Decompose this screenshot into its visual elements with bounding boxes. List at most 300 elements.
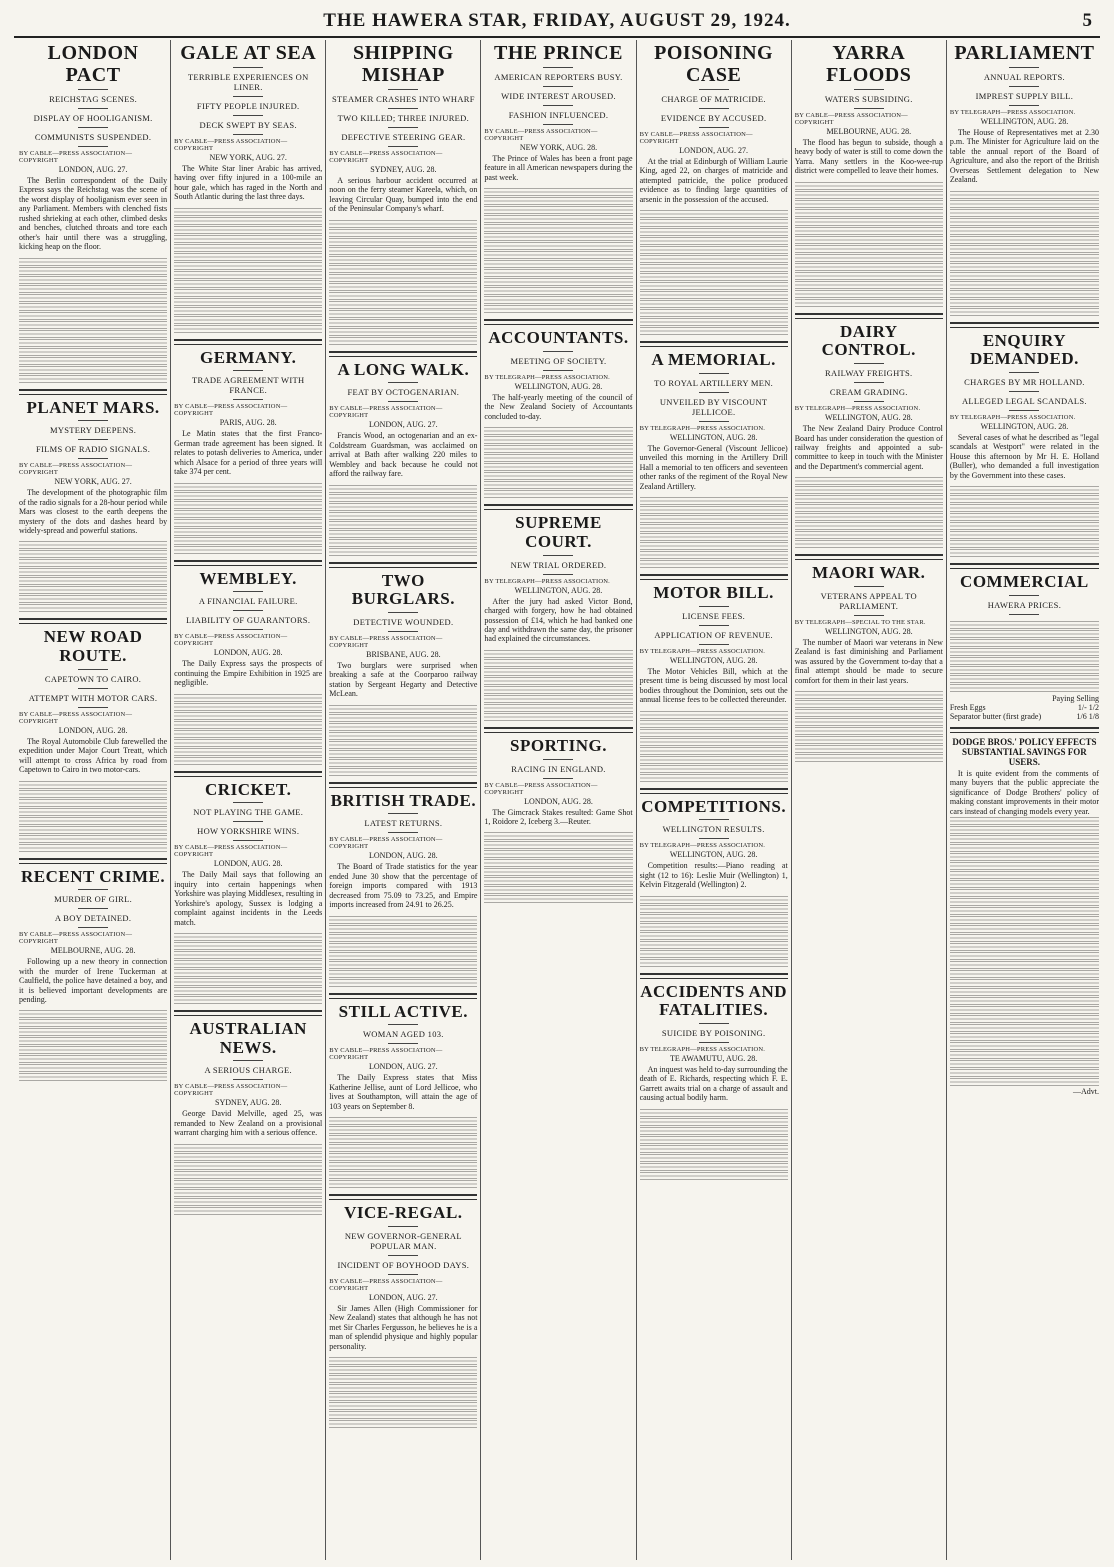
text-lines [19,321,167,329]
text-lines [795,299,943,307]
article-headline: THE PRINCE [494,42,623,64]
text-lines [19,808,167,816]
article-subhead: LIABILITY OF GUARANTORS. [186,615,311,626]
press-credit: BY CABLE—PRESS ASSOCIATION—COPYRIGHT [174,403,288,418]
text-lines [329,1411,477,1419]
text-lines [329,1357,477,1365]
article-subhead: RACING IN ENGLAND. [511,763,606,774]
article-subhead: ALLEGED LEGAL SCANDALS. [961,396,1087,406]
price-item: Separator butter (first grade) [949,711,1042,721]
divider [233,1079,263,1080]
text-lines [950,862,1099,870]
article-subhead: CHARGE OF MATRICIDE. [661,94,766,104]
text-lines [640,765,788,773]
article-subhead: EVIDENCE BY ACCUSED. [660,113,767,123]
headline-rule [484,727,632,733]
article-subhead: RAILWAY FREIGHTS. [825,368,913,379]
text-lines [329,1144,477,1152]
article-headline: A MEMORIAL. [651,350,776,370]
headline-rule [19,618,167,624]
article [174,771,322,927]
text-lines [19,550,167,558]
text-lines [950,549,1099,557]
text-lines [640,515,788,523]
text-lines [19,541,167,549]
divider [78,669,108,670]
article-subhead: A BOY DETAINED. [54,913,132,924]
headline-rule [484,319,632,325]
text-lines [484,841,632,849]
text-lines [950,639,1099,647]
article-body: The Royal Automobile Club farewelled the expedition under Major Court Treatt, which will attempt to cross Africa by road from Capetown to Cairo in two motor-cars. [19,736,168,775]
article-body: The New Zealand Dairy Produce Control Board has under consideration the question of railway freights and appointed a sub-committee to keep in touch with the Minister and the Department's commercial agent. [794,424,943,471]
article-subhead: SUICIDE BY POISONING. [661,1027,766,1038]
price-header-right: Paying Selling [1052,693,1099,703]
article-subhead: DETECTIVE WOUNDED. [353,617,454,627]
headline-rule [329,782,477,788]
divider [854,586,884,587]
divider [78,108,108,109]
text-lines [950,290,1099,298]
text-lines [950,844,1099,852]
text-lines [484,206,632,214]
text-lines [950,254,1099,262]
article [174,42,322,202]
divider [854,401,884,402]
text-lines [484,472,632,480]
text-lines [329,530,477,538]
text-lines [329,1135,477,1143]
article-headline: TWO BURGLARS. [351,570,455,609]
article-dateline: LONDON, AUG. 27. [679,146,748,155]
article-body: The Berlin correspondent of the Daily Express says the Reichstag was the scene of the worst display of hooliganism ever seen in any Parliament. Members with clenched fists rushed shrieking at each other, climbed desks and benches, clutched throats and tore each other's hair until there was a struggling, kicking heap on the floor. [19,176,168,252]
text-lines [484,868,632,876]
headline-rule [174,1010,322,1016]
article [950,42,1099,185]
headline-rule [795,313,943,319]
text-lines [329,1180,477,1188]
article-dateline: WELLINGTON, AUG. 28. [980,422,1069,431]
divider [699,819,729,820]
headline-rule [174,339,322,345]
text-lines [174,757,322,765]
text-lines [329,521,477,529]
text-lines [640,282,788,290]
text-lines [329,732,477,740]
press-credit: BY CABLE—PRESS ASSOCIATION—COPYRIGHT [329,1277,443,1292]
column-3 [326,40,481,1560]
text-lines [640,1145,788,1153]
article-dateline: NEW YORK, AUG. 27. [54,477,132,487]
text-lines [174,226,322,234]
text-lines [640,542,788,550]
article [329,1194,477,1351]
text-lines [484,886,632,894]
text-lines [19,1010,167,1018]
text-lines [19,586,167,594]
article [484,504,632,644]
article [174,1010,322,1138]
headline-rule [950,727,1099,733]
press-credit: BY TELEGRAPH—PRESS ASSOCIATION. [639,842,766,850]
article [329,993,477,1111]
text-lines [795,691,943,699]
divider [699,644,729,645]
text-lines [950,961,1099,969]
text-lines [950,684,1099,692]
article-headline: COMMERCIAL [960,572,1089,592]
article-headline: GALE AT SEA [180,42,317,64]
text-lines [19,312,167,320]
page-number: 5 [1082,10,1092,31]
text-lines [174,235,322,243]
article-dateline: LONDON, AUG. 28. [524,796,593,806]
text-lines [174,528,322,536]
text-lines [484,481,632,489]
article-subhead: TWO KILLED; THREE INJURED. [337,113,470,123]
text-lines [484,224,632,232]
text-lines [795,718,943,726]
text-lines [950,970,1099,978]
divider [543,370,573,371]
divider [388,1274,418,1275]
article-body: The Prince of Wales has been a front page feature in all American newspapers during the past week. [484,154,633,182]
text-lines [950,540,1099,548]
text-lines [484,233,632,241]
text-lines [484,445,632,453]
text-lines [329,925,477,933]
price-header [950,694,1099,703]
column-5 [637,40,792,1560]
text-lines [640,1163,788,1171]
article [484,42,632,182]
text-lines [329,759,477,767]
divider [1009,595,1039,596]
divider [388,631,418,632]
text-lines [950,934,1099,942]
text-lines [795,513,943,521]
text-lines [950,826,1099,834]
text-lines [484,832,632,840]
text-lines [174,703,322,711]
text-lines [484,269,632,277]
article-subhead: HOW YORKSHIRE WINS. [197,826,300,837]
text-lines [950,621,1099,629]
text-lines [950,495,1099,503]
article-headline: SHIPPING MISHAP [353,42,454,86]
text-lines [329,256,477,264]
text-lines [484,695,632,703]
divider [1009,105,1039,106]
text-lines [795,281,943,289]
article-subhead: WOMAN AGED 103. [362,1029,444,1040]
article-subhead: A FINANCIAL FAILURE. [198,596,298,607]
article-headline: DAIRY CONTROL. [821,321,916,360]
text-lines [640,896,788,904]
article-body: The Board of Trade statistics for the year ended June 30 show that the percentage of foreign imports compared with 1913 decreased from 75.09 to 73.25, and Empire imports increased from 24.91 to 26.25. [329,862,478,910]
text-lines [174,712,322,720]
article-body: A serious harbour accident occurred at noon on the ferry steamer Kareela, which, on leaving Circular Quay, bumped into the end of the Peninsular Company's wharf. [329,176,478,214]
press-credit: BY CABLE—PRESS ASSOCIATION—COPYRIGHT [794,112,908,126]
text-lines [329,934,477,942]
text-lines [484,704,632,712]
article-body: The Daily Express states that Miss Katherine Jellise, aunt of Lord Jellicoe, who lives at Southampton, will attain the age of 103 years on September 8. [329,1073,478,1111]
text-lines [19,595,167,603]
text-lines [950,835,1099,843]
text-lines [19,799,167,807]
text-lines [640,950,788,958]
text-lines [329,741,477,749]
headline-rule [640,973,788,979]
text-lines [19,790,167,798]
text-lines [950,245,1099,253]
divider [854,89,884,90]
article-body: At the trial at Edinburgh of William Laurie King, aged 22, on charges of matricide and attempted patricide, the police produced evidence as to finding large quantities of arsenic in the possession of the accused. [639,157,788,204]
divider [388,89,418,90]
divider [699,89,729,90]
article [329,562,477,699]
text-lines [640,923,788,931]
article [640,42,788,204]
text-lines [640,560,788,568]
text-lines [640,327,788,335]
text-lines [484,490,632,498]
article [19,42,167,252]
text-lines [329,238,477,246]
text-lines [329,512,477,520]
press-credit: BY CABLE—PRESS ASSOCIATION—COPYRIGHT [329,635,443,649]
text-lines [950,531,1099,539]
divider [78,439,108,440]
advert-body: It is quite evident from the comments of many buyers that the public appreciate the significance of Dodge Brothers' policy of making constant improvements in their motor cars instead of changing models every year. [949,768,1099,816]
column-2 [171,40,326,1560]
text-lines [484,296,632,304]
divider [699,421,729,422]
text-lines [19,366,167,374]
text-lines [795,727,943,735]
text-lines [950,889,1099,897]
text-lines [19,1037,167,1045]
article-body: The Motor Vehicles Bill, which at the present time is being discussed by most local bodies throughout the Dominion, sets out the annual license fees to be collected thereunder. [639,666,788,705]
text-lines [19,267,167,275]
text-lines [19,339,167,347]
text-lines [484,650,632,658]
text-lines [640,255,788,263]
text-lines [484,686,632,694]
divider [543,778,573,779]
article-headline: VICE-REGAL. [344,1203,463,1223]
text-lines [640,237,788,245]
divider [699,606,729,607]
press-credit: BY TELEGRAPH—PRESS ASSOCIATION. [639,647,766,655]
article-dateline: NEW YORK, AUG. 27. [209,153,287,162]
divider [78,927,108,928]
price-values: 1/6 1/8 [1076,711,1099,721]
text-lines [950,236,1099,244]
divider [233,591,263,592]
article-headline: SPORTING. [510,735,607,755]
article-body: Following up a new theory in connection with the murder of Irene Tuckerman at Caulfield, the police have detained a boy, and it is believed important developments are pending. [19,957,168,1004]
text-lines [174,942,322,950]
text-lines [640,756,788,764]
text-lines [484,463,632,471]
divider [233,67,263,68]
text-lines [950,907,1099,915]
divider [388,1255,418,1256]
text-lines [795,522,943,530]
article-body: Two burglars were surprised when breaking a safe at the Coorparoo railway station by Sergeant Hegarty and Detective McLean. [329,661,478,699]
text-lines [484,188,632,196]
text-lines [795,700,943,708]
press-credit: BY CABLE—PRESS ASSOCIATION—COPYRIGHT [19,462,133,477]
text-lines [329,970,477,978]
text-lines [174,325,322,333]
headline-rule [174,771,322,777]
price-row [950,712,1099,721]
text-lines [329,247,477,255]
text-lines [484,668,632,676]
text-lines [329,548,477,556]
article [19,858,167,1005]
text-lines [329,310,477,318]
article-dateline: LONDON, AUG. 28. [369,851,438,861]
divider [699,838,729,839]
article-subhead: TRADE AGREEMENT WITH FRANCE. [192,375,305,396]
text-lines [484,436,632,444]
article-body: Le Matin states that the first Franco-German trade agreement has been signed. It relates to potash deliveries to America, under which Alsace for a period of three years will take 374 per cent. [174,429,323,477]
text-lines [640,246,788,254]
article-dateline: LONDON, AUG. 27. [369,420,438,430]
headline-rule [795,554,943,560]
divider [78,420,108,421]
text-lines [174,996,322,1004]
text-lines [950,218,1099,226]
article [640,574,788,704]
divider [388,832,418,833]
text-lines [329,539,477,547]
article [484,319,632,421]
text-lines [640,747,788,755]
press-credit: BY CABLE—PRESS ASSOCIATION—COPYRIGHT [484,128,598,142]
text-lines [950,853,1099,861]
article-subhead: NOT PLAYING THE GAME. [193,807,304,818]
divider [543,351,573,352]
text-lines [19,1019,167,1027]
headline-rule [329,993,477,999]
text-lines [174,316,322,324]
press-credit: BY TELEGRAPH—PRESS ASSOCIATION. [639,1045,766,1053]
article-body: The flood has begun to subside, though a heavy body of water is still to come down the Yarra. Many settlers in the Koo-wee-rup district were compelled to leave their homes. [794,138,943,176]
divider [854,382,884,383]
article-headline: PLANET MARS. [26,397,160,417]
text-lines [174,546,322,554]
text-lines [19,276,167,284]
article-subhead: FASHION INFLUENCED. [508,110,609,120]
text-lines [795,736,943,744]
text-lines [19,835,167,843]
text-lines [795,495,943,503]
text-lines [174,289,322,297]
article-subhead: MURDER OF GIRL. [54,894,133,905]
article-headline: NEW ROAD ROUTE. [43,627,143,666]
text-lines [950,1069,1099,1077]
divider [78,89,108,90]
divider [854,363,884,364]
text-lines [640,273,788,281]
text-lines [950,925,1099,933]
article-body: The number of Maori war veterans in New Zealand is fast diminishing and Parliament was assured by the Government to-day that a final attempt should be made to secure comfort for them in their last years. [794,638,943,685]
text-lines [174,748,322,756]
divider [78,688,108,689]
text-lines [640,1154,788,1162]
text-lines [950,308,1099,316]
divider [854,615,884,616]
text-lines [174,1171,322,1179]
text-lines [329,714,477,722]
article-dateline: WELLINGTON, AUG. 28. [824,627,913,636]
text-lines [795,200,943,208]
divider [699,108,729,109]
text-lines [19,330,167,338]
article-headline: MAORI WAR. [812,563,926,583]
text-lines [329,229,477,237]
article [329,42,477,214]
divider [543,67,573,68]
article-headline: STILL ACTIVE. [338,1001,469,1021]
text-lines [19,357,167,365]
text-lines [484,659,632,667]
divider [1009,372,1039,373]
text-lines [950,209,1099,217]
text-lines [640,1136,788,1144]
text-lines [174,510,322,518]
text-lines [174,978,322,986]
text-lines [795,486,943,494]
text-lines [950,817,1099,825]
text-lines [174,987,322,995]
text-lines [640,1127,788,1135]
divider [543,86,573,87]
text-lines [19,826,167,834]
advert-headline: DODGE BROS.' POLICY EFFECTS SUBSTANTIAL SAVINGS FOR USERS. [952,736,1097,767]
text-lines [174,951,322,959]
article-dateline: LONDON, AUG. 27. [369,1292,438,1302]
text-lines [950,1051,1099,1059]
article-subhead: UNVEILED BY VISCOUNT JELLICOE. [659,396,768,417]
article-headline: RECENT CRIME. [21,866,166,886]
article [640,341,788,491]
text-lines [329,952,477,960]
text-lines [19,1055,167,1063]
newspaper-columns [16,40,1102,1560]
divider [543,124,573,125]
article-subhead: LATEST RETURNS. [364,818,443,829]
text-lines [174,694,322,702]
press-credit: BY CABLE—PRESS ASSOCIATION—COPYRIGHT [174,138,288,152]
article-subhead: MYSTERY DEEPENS. [49,425,137,436]
text-lines [329,723,477,731]
divider [388,1043,418,1044]
article-subhead: MEETING OF SOCIETY. [510,356,607,366]
article-headline: YARRA FLOODS [826,42,912,86]
press-credit: BY CABLE—PRESS ASSOCIATION—COPYRIGHT [174,844,288,859]
article-dateline: WELLINGTON, AUG. 28. [669,655,758,665]
text-lines [950,263,1099,271]
text-lines [950,666,1099,674]
text-lines [484,242,632,250]
text-lines [950,1033,1099,1041]
text-lines [795,254,943,262]
